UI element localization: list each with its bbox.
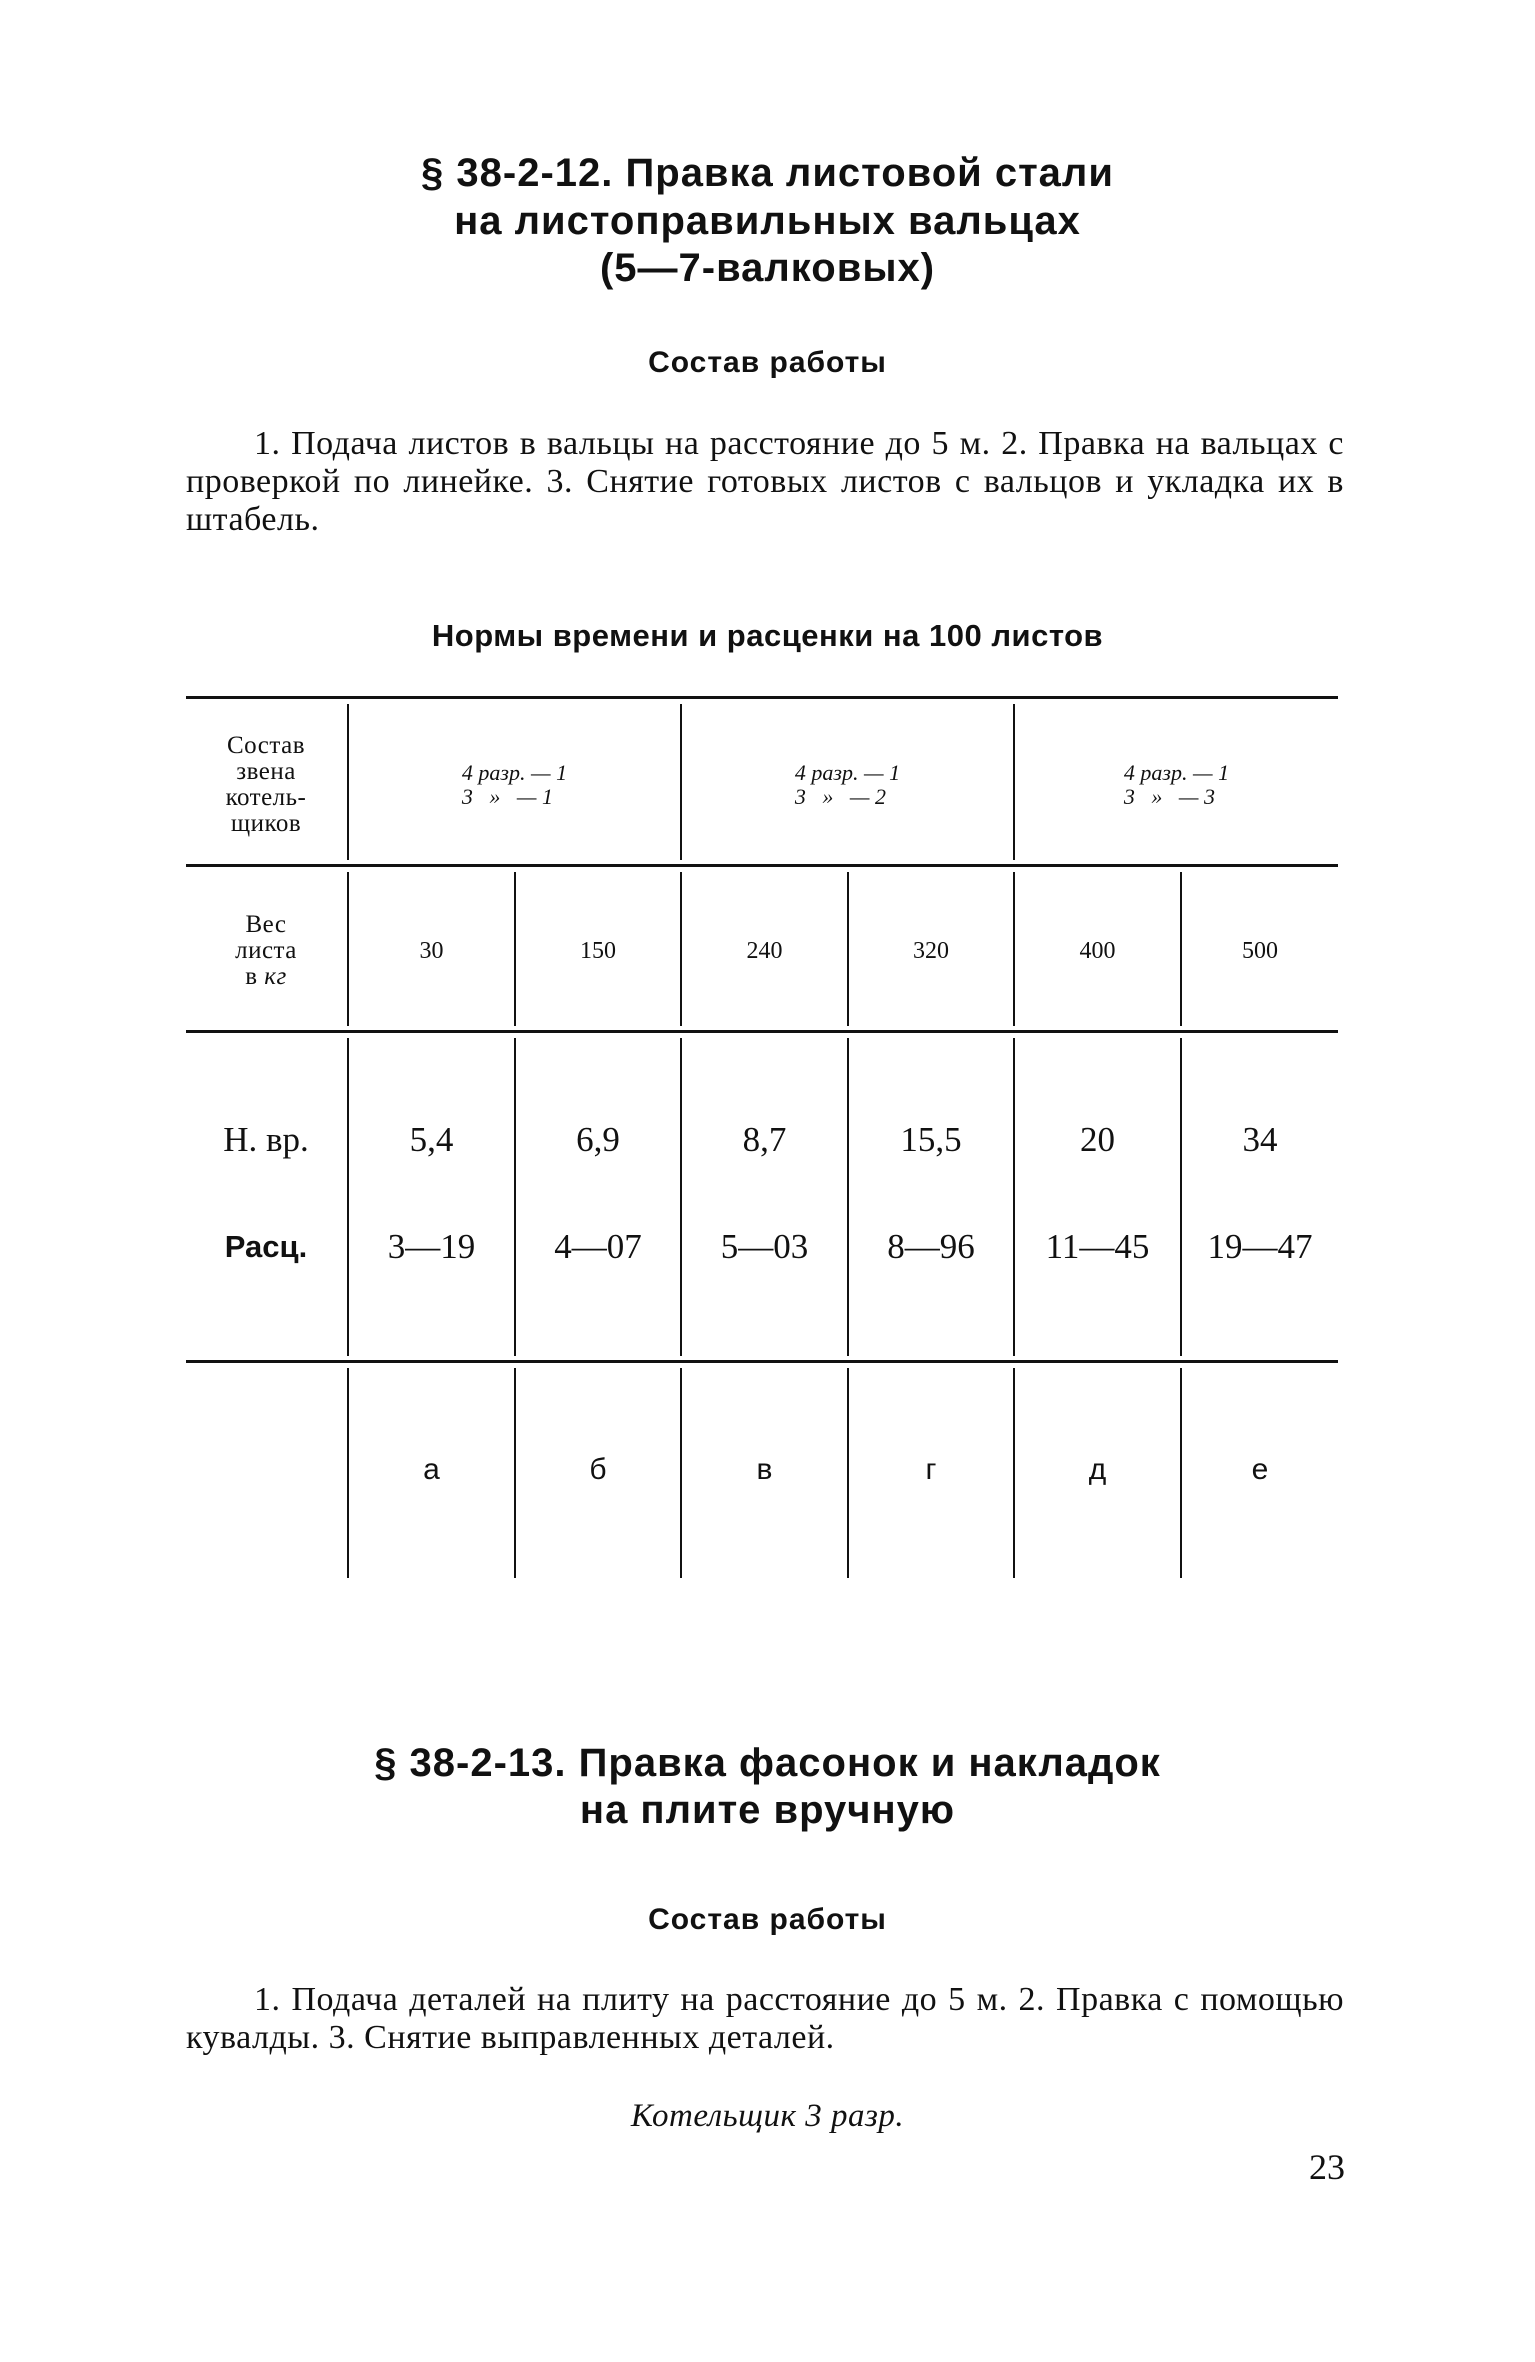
column-letter: г <box>925 1453 937 1486</box>
weight-cell: 320 <box>913 937 949 964</box>
table-rule-4 <box>186 1360 1338 1363</box>
page-number: 23 <box>1309 2147 1345 2187</box>
rate-cell: 3—19 <box>387 1227 476 1266</box>
weight-cell: 30 <box>419 937 444 964</box>
table-vline <box>847 1038 849 1356</box>
rate-cell: 4—07 <box>554 1227 642 1266</box>
rate-cell: 11—45 <box>1045 1227 1150 1266</box>
weight-label-line: листа <box>235 937 297 964</box>
crew-label-line: щиков <box>230 810 302 837</box>
time-cell: 8,7 <box>742 1120 787 1159</box>
crew-composition-line: 3 » — 2 <box>794 784 886 809</box>
crew-composition-line: 3 » — 1 <box>461 784 553 809</box>
section1-work-heading: Состав работы <box>648 346 887 379</box>
time-cell: 34 <box>1242 1120 1278 1159</box>
crew-composition-2 <box>682 710 1013 860</box>
table-rule-2 <box>186 864 1338 867</box>
worker-line: Котельщик 3 разр. <box>630 2098 905 2134</box>
crew-composition-line: 3 » — 3 <box>1123 784 1215 809</box>
table-vline <box>1013 1038 1015 1356</box>
table-vline <box>514 1038 516 1356</box>
column-letter: а <box>423 1453 440 1486</box>
crew-label-line: звена <box>236 758 296 785</box>
table-vline <box>680 1038 682 1356</box>
crew-composition-line: 4 разр. — 1 <box>794 760 901 785</box>
rate-cell: 19—47 <box>1207 1227 1313 1266</box>
time-cell: 6,9 <box>576 1120 620 1159</box>
table-rule-top <box>186 696 1338 699</box>
time-label: Н. вр. <box>223 1120 309 1159</box>
crew-label <box>186 710 346 860</box>
section1-work-text-body: 1. Подача листов в вальцы на расстояние до 5 м. 2. Правка на вальцах с проверкой по линейке. 3. Снятие готовых листов с вальцов и укладка их в штабель. <box>186 425 1344 538</box>
table-caption: Нормы времени и расценки на 100 листов <box>431 618 1104 653</box>
column-letter: в <box>756 1453 773 1486</box>
section1-title-line-1: § 38-2-12. Правка листовой стали <box>421 151 1114 195</box>
time-cell: 5,4 <box>409 1120 454 1159</box>
weight-cell: 400 <box>1079 937 1116 964</box>
section2-work-text-body: 1. Подача деталей на плиту на расстояние до 5 м. 2. Правка с помощью кувалды. 3. Снятие выправленных деталей. <box>186 1981 1344 2056</box>
section2-title-line-1: § 38-2-13. Правка фасонок и накладок <box>374 1741 1161 1785</box>
table-vline <box>1180 1038 1182 1356</box>
weight-label-line: в кг <box>245 963 287 990</box>
weight-cell: 240 <box>746 937 783 964</box>
section2-work-heading: Состав работы <box>648 1903 887 1936</box>
section2-title-line-2: на плите вручную <box>579 1788 956 1832</box>
crew-composition-line: 4 разр. — 1 <box>1123 760 1230 785</box>
crew-composition-1 <box>349 710 680 860</box>
time-cell: 15,5 <box>900 1120 962 1159</box>
section2-work-text <box>186 1981 1344 2057</box>
column-letter: е <box>1251 1453 1269 1486</box>
rate-cell: 8—96 <box>887 1227 975 1266</box>
section1-title-line-2: на листоправильных вальцах <box>454 199 1081 243</box>
rate-cell: 5—03 <box>720 1227 809 1266</box>
crew-composition-line: 4 разр. — 1 <box>461 760 568 785</box>
section1-title-line-3: (5—7-валковых) <box>599 246 936 290</box>
section1-work-text <box>186 425 1344 539</box>
table-vline <box>347 1038 349 1356</box>
time-cell: 20 <box>1080 1120 1115 1159</box>
table-rule-3 <box>186 1030 1338 1033</box>
crew-label-line: котель- <box>225 784 307 811</box>
crew-composition-3 <box>1015 710 1338 860</box>
weight-label <box>186 876 346 1026</box>
weight-cell: 150 <box>580 937 616 964</box>
weight-label-line: Вес <box>245 911 287 938</box>
crew-label-line: Состав <box>226 732 306 759</box>
weight-cell: 500 <box>1242 937 1278 964</box>
column-letter: б <box>589 1453 607 1486</box>
column-letter: д <box>1088 1453 1107 1486</box>
rate-label: Расц. <box>224 1229 308 1264</box>
